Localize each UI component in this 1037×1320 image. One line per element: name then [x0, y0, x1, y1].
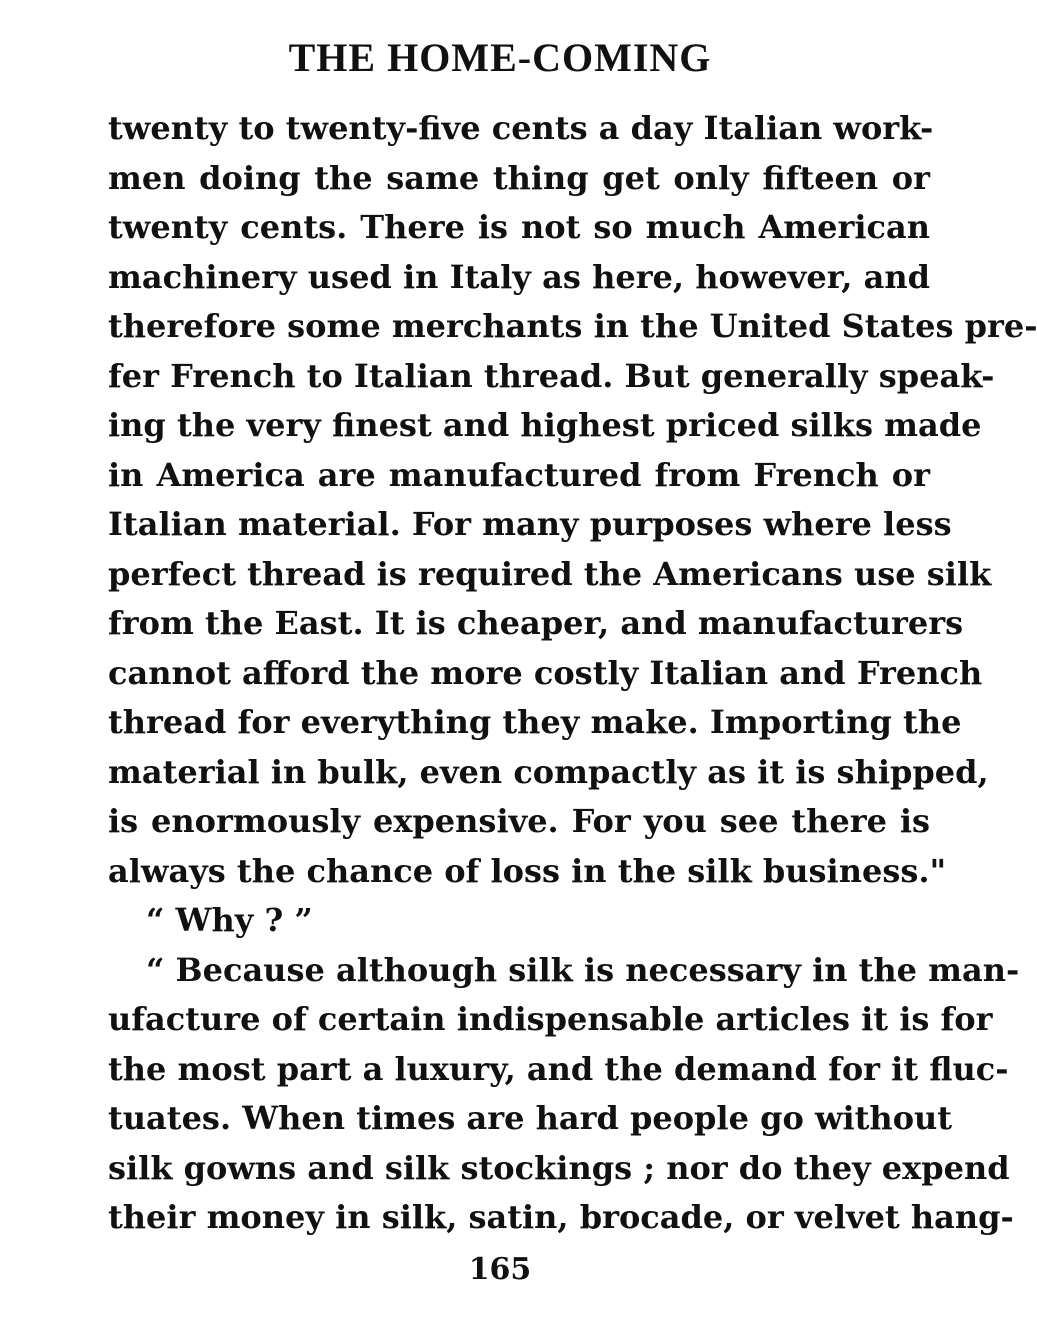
- running-title: THE HOME-COMING: [288, 35, 712, 80]
- text-line: always the chance of loss in the silk business.": [108, 851, 947, 890]
- text-line: material in bulk, even compactly as it is shipped,: [108, 752, 989, 791]
- text-line: ufacture of certain indispensable articles it is for: [108, 1000, 993, 1038]
- page-number: 165: [468, 1252, 532, 1287]
- text-line: the most part a luxury, and the demand for it fluc-: [108, 1049, 1009, 1088]
- text-line: ing the very finest and highest priced silks made: [108, 406, 982, 444]
- text-line: is enormously expensive. For you see there is: [108, 802, 930, 840]
- body-text: [108, 104, 1037, 1243]
- text-line: cannot afford the more costly Italian and French: [108, 653, 983, 692]
- text-line: tuates. When times are hard people go without: [108, 1099, 953, 1137]
- text-line: from the East. It is cheaper, and manufacturers: [108, 604, 964, 642]
- dialogue-line: “ Why ? ”: [146, 901, 313, 939]
- text-line: “ Because although silk is necessary in the man-: [146, 950, 1020, 989]
- text-line: perfect thread is required the Americans use silk: [108, 554, 992, 593]
- text-line: twenty cents. There is not so much American: [108, 208, 930, 246]
- text-line: thread for everything they make. Importing the: [108, 703, 962, 741]
- text-line: fer French to Italian thread. But generally speak-: [108, 356, 995, 395]
- text-line: men doing the same thing get only fifteen or: [108, 158, 930, 197]
- text-line: Italian material. For many purposes where less: [108, 505, 952, 543]
- text-line: machinery used in Italy as here, however, and: [108, 257, 930, 296]
- text-line: silk gowns and silk stockings ; nor do they expend: [108, 1148, 1010, 1187]
- text-line: in America are manufactured from French or: [108, 455, 930, 494]
- text-line: twenty to twenty-five cents a day Italian work-: [108, 109, 934, 147]
- text-line: therefore some merchants in the United States pre-: [108, 307, 1037, 345]
- text-line: their money in silk, satin, brocade, or velvet hang-: [108, 1198, 1014, 1236]
